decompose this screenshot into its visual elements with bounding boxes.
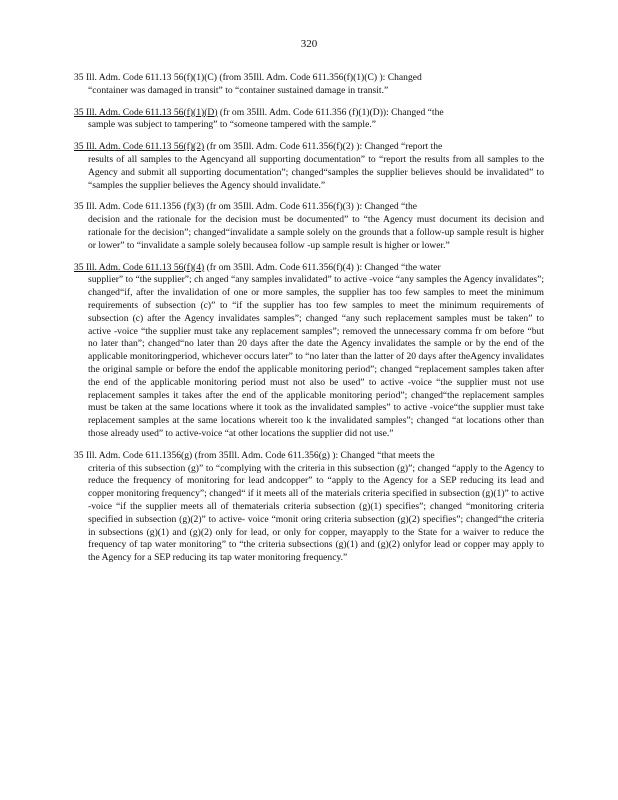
page-content xyxy=(74,72,544,574)
amendment-entry xyxy=(74,72,544,98)
entry-first-line xyxy=(74,262,544,275)
entry-first-line-text: (f)(3) (fr om 35Ill. Adm. Code 611.356(f)(3) ): Changed “the xyxy=(181,201,418,213)
entry-first-line-text: (from 35Ill. Adm. Code 611.356(g) ): Changed “that meets the xyxy=(192,449,435,461)
entry-first-line-text: (fr om 35Ill. Adm. Code 611.356 (f)(1)(D)): Changed “the xyxy=(217,106,444,118)
amendment-entry xyxy=(74,107,544,133)
entry-citation: 35 Ill. Adm. Code 611.1356(g) xyxy=(74,449,193,461)
entry-first-line-text: (fr om 35Ill. Adm. Code 611.356(f)(4) ): Changed “the water xyxy=(204,261,441,273)
entry-first-line xyxy=(74,72,544,85)
entry-citation: 35 Ill. Adm. Code 611.13 56(f)(2) xyxy=(74,141,205,153)
entry-body: results of all samples to the Agencyand all supporting documentation” to “report the results from all samples to the Agency and submit all supporting documentation”; changed“samples the supplier believes should be invalidated” to “samples the supplier believes the Agency should invalidate.” xyxy=(88,153,544,191)
entry-first-line-text: (fr om 35Ill. Adm. Code 611.356(f)(2) ): Changed “report the xyxy=(204,141,443,153)
entry-body: criteria of this subsection (g)” to “complying with the criteria in this subsection (g)”; changed “apply to the Agency to reduce the frequency of monitoring for lead andcopper” to “apply to the Agency for a SEP reducing its lead and copper monitoring frequency”; changed“ if it meets all of the materials criteria specified in subsection (g)(1)” to active -voice “if the supplier meets all of thematerials criteria subsection (g)(1) specifies”; changed “monitoring criteria specified in subsection (g)(2)” to active- voice “monit oring criteria subsection (g)(2) specifies”; changed“the criteria in subsections (g)(1) and (g)(2) only for lead, or only for copper, mayapply to the State for a waiver to reduce the frequency of tap water monitoring” to “the criteria subsections (g)(1) and (g)(2) onlyfor lead or copper may apply to the Agency for a SEP reducing its tap water monitoring frequency.” xyxy=(88,462,544,564)
amendment-entry xyxy=(74,262,544,441)
entry-first-line xyxy=(74,141,544,154)
amendment-entry xyxy=(74,450,544,565)
entry-first-line xyxy=(74,107,544,120)
entry-citation: 35 Ill. Adm. Code 611.13 56(f)(4) xyxy=(74,261,205,273)
entry-body: “container was damaged in transit” to “container sustained damage in transit.” xyxy=(88,84,389,96)
page-number: 320 xyxy=(300,38,318,50)
entry-citation: 35 Ill. Adm. Code 611.13 56(f)(1)(D) xyxy=(74,106,218,118)
entry-first-line xyxy=(74,450,544,463)
entry-body: sample was subject to tampering” to “someone tampered with the sample.” xyxy=(88,119,376,131)
entry-first-line-text: (from 35Ill. Adm. Code 611.356(f)(1)(C) ): Changed xyxy=(217,72,422,83)
entry-body: decision and the rationale for the decision must be documented” to “the Agency must document its decision and rationale for the decision”; changed“invalidate a sample solely on the grounds that a follow-up sample result is higher or lower” to “invalidate a sample solely becausea follow -up sample result is higher or lower.” xyxy=(88,214,544,251)
entry-citation: 35 Ill. Adm. Code 611.1356 xyxy=(74,201,182,213)
amendment-entry xyxy=(74,141,544,192)
amendment-entry xyxy=(74,201,544,252)
entry-first-line xyxy=(74,201,544,214)
entry-body: supplier” to “the supplier”; ch anged “any samples invalidated” to active -voice “any samples the Agency invalidates”; changed“if, after the invalidation of one or more samples, the supplier has too few samples to meet the minimum requirements of subsection (c)” to “if the supplier has too few samples to meet the minimum requirements of subsection (c) after the Agency invalidates samples”; changed “any such replacement samples must be taken” to active -voice “the supplier must take any replacement samples”; removed the unnecessary comma fr om before “but no later than”; changed“no later than 20 days after the date the Agency invalidates the sample or by the end of the applicable monitoringperiod, whichever occurs later” to “no later than the latter of 20 days after theAgency invalidates the original sample or before the endof the applicable monitoring period”; changed “replacement samples taken after the end of the applicable monitoring period must not also be used” to active -voice “the supplier must not use replacement samples it takes after the end of the applicable monitoring period”; changed“the replacement samples must be taken at the same locations where it took as the invalidated samples” to active -voice“the supplier must take replacement samples at the same locations whereit too k the invalidated samples”; changed “at locations other than those already used” to active-voice “at other locations the supplier did not use.” xyxy=(88,274,544,439)
entry-citation: 35 Ill. Adm. Code 611.13 56(f)(1)(C) xyxy=(74,72,217,83)
